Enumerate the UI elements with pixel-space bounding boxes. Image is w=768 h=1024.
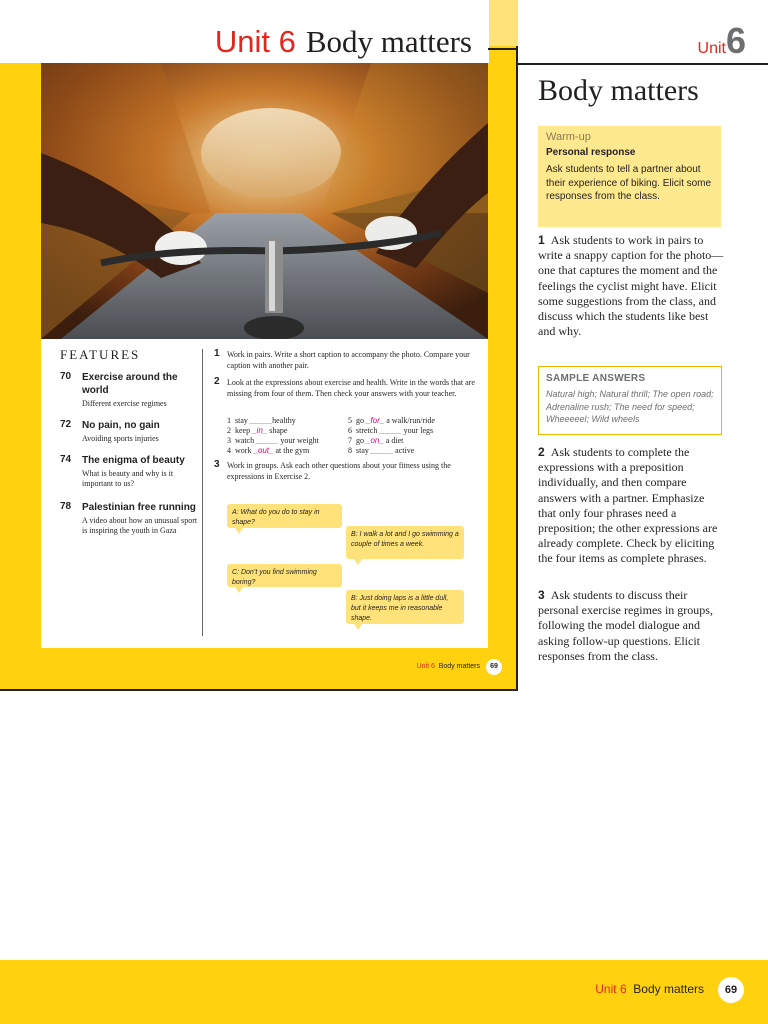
title-rule [488, 48, 518, 50]
feature-page-number: 70 [60, 371, 72, 382]
phrase-item: 8 stay _____ active [348, 446, 415, 455]
unit-word: Unit [697, 40, 726, 57]
teacher-note-3 [538, 588, 724, 664]
feature-description: Avoiding sports injuries [82, 434, 159, 443]
page-footer [595, 977, 744, 1003]
feature-description: Different exercise regimes [82, 399, 167, 408]
exercise-number: 3 [214, 459, 220, 470]
footer-page-number: 69 [486, 659, 502, 675]
feature-title: Exercise around the world [82, 372, 178, 396]
feature-title: Palestinian free running [82, 502, 196, 513]
feature-item [60, 501, 200, 536]
sample-answers-box [538, 366, 722, 435]
features-heading: FEATURES [60, 347, 141, 362]
exercise-3 [214, 461, 479, 482]
phrase-item: 5 go _for_ a walk/run/ride [348, 416, 435, 425]
phrase-item: 1 stay _____healthy [227, 416, 296, 425]
student-page-title [215, 24, 472, 60]
sample-answers-heading: SAMPLE ANSWERS [546, 373, 646, 384]
unit-digit: 6 [725, 20, 746, 61]
column-divider [202, 349, 203, 636]
phrase-item: 3 watch _____ your weight [227, 436, 319, 445]
feature-description: A video about how an unusual sport is inspiring the youth in Gaza [82, 516, 198, 535]
teacher-note-1 [538, 233, 724, 339]
unit-title: Body matters [305, 24, 472, 59]
title-tab [489, 0, 518, 46]
student-page-content [41, 339, 488, 648]
sample-answers-text: Natural high; Natural thrill; The open road; Adrenaline rush; The need for speed; Wheeeeel; Wild wheels [546, 389, 714, 424]
exercise-instruction: Work in groups. Ask each other questions about your fitness using the expressions in Exercise 2. [227, 461, 451, 481]
bottom-band [0, 960, 768, 1024]
note-text: Ask students to complete the expressions with a preposition individually, and then compare answers with a partner. Emphasize that only four phrases need a preposition; the other expressions are already complete. Check by eliciting the four items as complete phrases. [538, 445, 718, 566]
feature-page-number: 72 [60, 419, 72, 430]
exercise-2 [214, 378, 479, 399]
feature-description: What is beauty and why is it important to us? [82, 469, 174, 488]
dialogue-bubble-b: B: I walk a lot and I go swimming a couple of times a week. [346, 526, 464, 559]
teacher-note-2 [538, 445, 724, 567]
phrase-item: 4 work _out_ at the gym [227, 446, 310, 455]
footer-unit: Unit 6 [595, 982, 627, 996]
student-book-page [0, 0, 518, 691]
header-rule [518, 63, 768, 65]
note-number: 2 [538, 445, 545, 459]
note-text: Ask students to work in pairs to write a snappy caption for the photo—one that captures the moment and the feelings the cyclist might have. Elicit some suggestions from the class, and discuss which the students like best and why. [538, 233, 724, 339]
note-number: 3 [538, 588, 545, 602]
phrase-item: 6 stretch _____ your legs [348, 426, 434, 435]
exercise-1 [214, 350, 479, 371]
note-text: Ask students to discuss their personal exercise regimes in groups, following the model dialogue and asking follow-up questions. Elicit responses from the class. [538, 588, 713, 663]
exercise-instruction: Look at the expressions about exercise and health. Write in the words that are missing from four of them. Then check your answers with your teacher. [227, 378, 475, 398]
warmup-heading: Warm-up [546, 131, 591, 143]
footer-unit: Unit 6 [416, 663, 435, 670]
phrase-item: 2 keep _in_ shape [227, 426, 288, 435]
exercise-number: 1 [214, 348, 220, 359]
teacher-notes-title: Body matters [538, 74, 699, 107]
warmup-subheading: Personal response [546, 147, 636, 158]
feature-page-number: 74 [60, 454, 72, 465]
warmup-text: Ask students to tell a partner about their experience of biking. Elicit some responses from the class. [546, 164, 712, 202]
exercise-number: 2 [214, 376, 220, 387]
feature-item [60, 419, 200, 444]
unit-label: Unit 6 [214, 24, 296, 59]
footer-title: Body matters [438, 663, 480, 670]
student-page-footer [417, 659, 502, 675]
feature-item [60, 371, 200, 409]
cyclist-photo [41, 63, 488, 339]
exercise-instruction: Work in pairs. Write a short caption to accompany the photo. Compare your caption with another pair. [227, 350, 470, 370]
feature-title: No pain, no gain [82, 420, 160, 431]
note-number: 1 [538, 233, 545, 247]
warmup-box [538, 126, 721, 227]
feature-page-number: 78 [60, 501, 72, 512]
footer-title: Body matters [633, 982, 704, 996]
footer-page-number: 69 [718, 977, 744, 1003]
dialogue-bubble-c: C: Don’t you find swimming boring? [227, 564, 342, 587]
dialogue-bubble-a: A: What do you do to stay in shape? [227, 504, 342, 528]
teacher-unit-label [698, 20, 746, 62]
feature-title: The enigma of beauty [82, 455, 185, 466]
phrase-item: 7 go _on_ a diet [348, 436, 404, 445]
dialogue-bubble-b2: B: Just doing laps is a little dull, but it keeps me in reasonable shape. [346, 590, 464, 624]
feature-item [60, 454, 200, 489]
